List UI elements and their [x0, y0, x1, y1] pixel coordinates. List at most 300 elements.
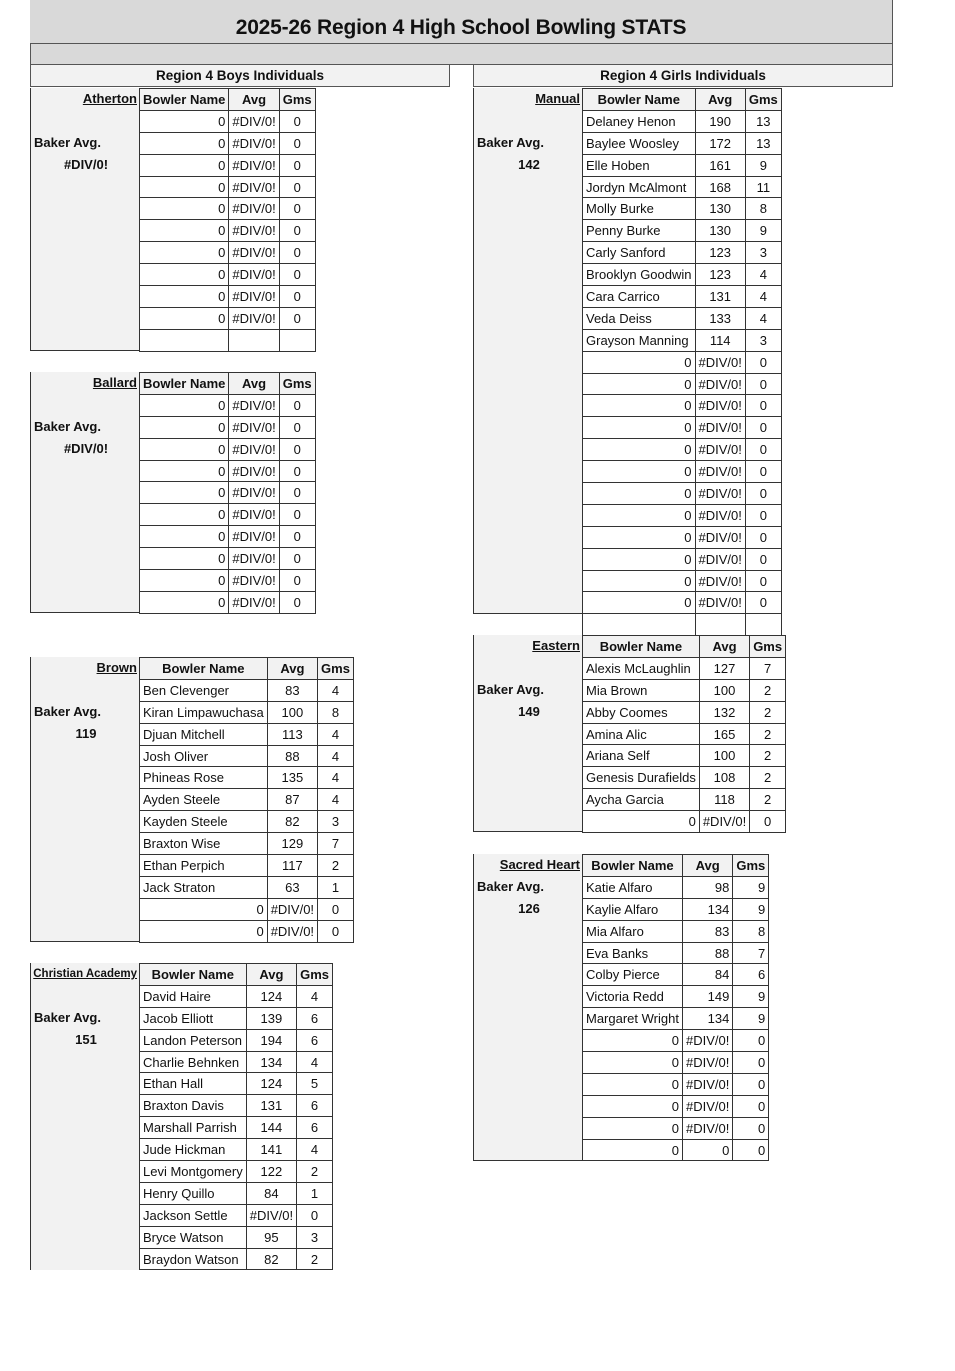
games-cell[interactable]: 6 — [297, 1029, 333, 1051]
avg-cell[interactable]: 88 — [267, 745, 317, 767]
games-cell[interactable]: 0 — [745, 439, 781, 461]
bowler-name-cell[interactable] — [140, 329, 229, 351]
games-cell[interactable]: 6 — [733, 964, 769, 986]
bowler-name-cell[interactable]: 0 — [140, 920, 268, 942]
games-cell[interactable]: 0 — [745, 504, 781, 526]
games-cell[interactable]: 3 — [318, 811, 354, 833]
table-row — [140, 745, 354, 767]
games-cell[interactable]: 0 — [279, 416, 315, 438]
bowler-name-cell[interactable]: Brooklyn Goodwin — [583, 264, 696, 286]
games-cell[interactable]: 4 — [318, 679, 354, 701]
games-cell[interactable]: 0 — [279, 286, 315, 308]
games-cell[interactable]: 0 — [279, 132, 315, 154]
games-cell[interactable]: 0 — [745, 373, 781, 395]
avg-cell[interactable]: #DIV/0! — [695, 504, 745, 526]
avg-cell[interactable]: 194 — [246, 1029, 296, 1051]
avg-cell[interactable]: #DIV/0! — [267, 920, 317, 942]
bowler-name-cell[interactable]: 0 — [140, 482, 229, 504]
bowler-name-cell[interactable]: 0 — [140, 286, 229, 308]
bowler-name-cell[interactable]: Braxton Davis — [140, 1095, 247, 1117]
bowler-name-cell[interactable]: 0 — [583, 439, 696, 461]
bowler-name-cell[interactable]: 0 — [583, 548, 696, 570]
avg-cell[interactable]: 139 — [246, 1007, 296, 1029]
games-cell[interactable]: 0 — [318, 920, 354, 942]
games-cell[interactable]: 0 — [745, 395, 781, 417]
games-cell[interactable]: 3 — [745, 242, 781, 264]
bowler-name-cell[interactable]: Jacob Elliott — [140, 1007, 247, 1029]
bowler-name-cell[interactable]: 0 — [583, 1095, 683, 1117]
bowler-name-cell[interactable]: 0 — [583, 417, 696, 439]
avg-cell[interactable]: 134 — [682, 898, 732, 920]
games-cell[interactable]: 1 — [318, 876, 354, 898]
avg-cell[interactable]: #DIV/0! — [229, 526, 279, 548]
table-row — [583, 898, 769, 920]
bowler-name-cell[interactable]: Veda Deiss — [583, 307, 696, 329]
bowler-name-cell[interactable]: Alexis McLaughlin — [583, 657, 700, 679]
avg-cell[interactable]: #DIV/0! — [695, 417, 745, 439]
avg-cell[interactable]: #DIV/0! — [229, 176, 279, 198]
games-cell[interactable]: 2 — [750, 701, 786, 723]
bowler-name-cell[interactable]: 0 — [583, 1030, 683, 1052]
games-cell[interactable]: 7 — [733, 942, 769, 964]
games-cell[interactable]: 0 — [745, 570, 781, 592]
games-cell[interactable]: 0 — [279, 176, 315, 198]
bowler-name-cell[interactable]: David Haire — [140, 985, 247, 1007]
team-sidebar — [30, 88, 139, 351]
bowler-name-cell[interactable]: 0 — [583, 351, 696, 373]
bowler-name-cell[interactable]: Kiran Limpawuchasa — [140, 701, 268, 723]
bowler-name-cell[interactable]: Abby Coomes — [583, 701, 700, 723]
bowler-name-cell[interactable]: Jackson Settle — [140, 1204, 247, 1226]
table-row — [583, 811, 786, 833]
games-cell[interactable]: 9 — [733, 898, 769, 920]
bowler-name-cell[interactable]: 0 — [140, 132, 229, 154]
games-cell[interactable]: 3 — [297, 1226, 333, 1248]
avg-cell[interactable]: 134 — [682, 1008, 732, 1030]
avg-cell[interactable]: 82 — [246, 1248, 296, 1270]
avg-cell[interactable]: 87 — [267, 789, 317, 811]
games-cell[interactable]: 0 — [733, 1117, 769, 1139]
bowler-name-cell[interactable]: Elle Hoben — [583, 154, 696, 176]
avg-cell[interactable]: #DIV/0! — [695, 461, 745, 483]
games-cell[interactable]: 0 — [279, 504, 315, 526]
col-header-gms: Gms — [318, 658, 354, 680]
sheet-title-bar — [30, 0, 893, 44]
avg-cell[interactable]: #DIV/0! — [695, 548, 745, 570]
bowler-name-cell[interactable]: 0 — [140, 220, 229, 242]
avg-cell[interactable]: 133 — [695, 307, 745, 329]
bowler-name-cell[interactable]: 0 — [583, 811, 700, 833]
games-cell[interactable]: 0 — [318, 898, 354, 920]
bowler-name-cell[interactable]: Colby Pierce — [583, 964, 683, 986]
avg-cell[interactable]: 141 — [246, 1139, 296, 1161]
avg-cell[interactable]: #DIV/0! — [229, 264, 279, 286]
avg-cell[interactable]: #DIV/0! — [229, 132, 279, 154]
games-cell[interactable]: 0 — [733, 1052, 769, 1074]
avg-cell[interactable]: 118 — [699, 789, 749, 811]
avg-cell[interactable]: #DIV/0! — [695, 592, 745, 614]
games-cell[interactable]: 0 — [733, 1030, 769, 1052]
bowler-name-cell[interactable]: 0 — [140, 591, 229, 613]
table-row — [583, 942, 769, 964]
bowler-name-cell[interactable]: 0 — [583, 592, 696, 614]
games-cell[interactable]: 11 — [745, 176, 781, 198]
avg-cell[interactable]: 123 — [695, 242, 745, 264]
bowler-name-cell[interactable]: Bryce Watson — [140, 1226, 247, 1248]
avg-cell[interactable]: #DIV/0! — [695, 373, 745, 395]
avg-cell[interactable]: #DIV/0! — [682, 1073, 732, 1095]
bowler-name-cell[interactable]: 0 — [583, 1052, 683, 1074]
games-cell[interactable]: 6 — [297, 1095, 333, 1117]
avg-cell[interactable]: 113 — [267, 723, 317, 745]
avg-cell[interactable]: #DIV/0! — [229, 548, 279, 570]
bowler-name-cell[interactable]: Ethan Perpich — [140, 855, 268, 877]
bowler-name-cell[interactable]: 0 — [583, 504, 696, 526]
avg-cell[interactable]: 114 — [695, 329, 745, 351]
games-cell[interactable]: 0 — [279, 242, 315, 264]
games-cell[interactable]: 8 — [745, 198, 781, 220]
bowler-name-cell[interactable]: 0 — [140, 242, 229, 264]
table-row — [583, 439, 782, 461]
table-row — [583, 504, 782, 526]
avg-cell[interactable]: #DIV/0! — [229, 438, 279, 460]
bowler-name-cell[interactable]: Baylee Woosley — [583, 132, 696, 154]
games-cell[interactable]: 0 — [745, 483, 781, 505]
baker-avg-value: #DIV/0! — [63, 156, 109, 172]
bowler-name-cell[interactable]: Amina Alic — [583, 723, 700, 745]
games-cell[interactable]: 8 — [733, 920, 769, 942]
bowler-name-cell[interactable]: 0 — [140, 898, 268, 920]
games-cell[interactable]: 0 — [745, 592, 781, 614]
games-cell[interactable]: 6 — [297, 1117, 333, 1139]
bowler-name-cell[interactable]: Cara Carrico — [583, 286, 696, 308]
bowler-name-cell[interactable]: Ethan Hall — [140, 1073, 247, 1095]
avg-cell[interactable]: #DIV/0! — [695, 439, 745, 461]
games-cell[interactable]: 13 — [745, 110, 781, 132]
avg-cell[interactable]: 88 — [682, 942, 732, 964]
games-cell[interactable]: 0 — [279, 220, 315, 242]
games-cell[interactable] — [745, 614, 781, 636]
avg-cell[interactable]: 129 — [267, 833, 317, 855]
bowler-name-cell[interactable]: 0 — [583, 1117, 683, 1139]
games-cell[interactable]: 4 — [745, 264, 781, 286]
avg-cell[interactable]: #DIV/0! — [699, 811, 749, 833]
bowler-name-cell[interactable]: 0 — [583, 395, 696, 417]
bowler-name-cell[interactable]: Jordyn McAlmont — [583, 176, 696, 198]
avg-cell[interactable]: #DIV/0! — [229, 198, 279, 220]
bowler-name-cell[interactable]: Djuan Mitchell — [140, 723, 268, 745]
bowler-name-cell[interactable]: 0 — [140, 526, 229, 548]
bowler-name-cell[interactable]: Braydon Watson — [140, 1248, 247, 1270]
games-cell[interactable]: 2 — [750, 767, 786, 789]
bowler-name-cell[interactable]: Kaylie Alfaro — [583, 898, 683, 920]
col-header-avg: Avg — [267, 658, 317, 680]
bowler-name-cell[interactable]: Jack Straton — [140, 876, 268, 898]
bowler-name-cell[interactable]: 0 — [140, 416, 229, 438]
avg-cell[interactable]: 168 — [695, 176, 745, 198]
games-cell[interactable]: 0 — [279, 198, 315, 220]
games-cell[interactable]: 2 — [750, 789, 786, 811]
games-cell[interactable]: 0 — [745, 461, 781, 483]
avg-cell[interactable]: 132 — [699, 701, 749, 723]
games-cell[interactable]: 2 — [750, 745, 786, 767]
games-cell[interactable]: 0 — [279, 591, 315, 613]
avg-cell[interactable]: 100 — [699, 679, 749, 701]
games-cell[interactable]: 4 — [318, 767, 354, 789]
avg-cell[interactable]: 130 — [695, 220, 745, 242]
avg-cell[interactable]: 108 — [699, 767, 749, 789]
bowler-name-cell[interactable]: Phineas Rose — [140, 767, 268, 789]
avg-cell[interactable]: #DIV/0! — [682, 1117, 732, 1139]
games-cell[interactable]: 2 — [750, 679, 786, 701]
games-cell[interactable] — [279, 329, 315, 351]
avg-cell[interactable]: 131 — [246, 1095, 296, 1117]
games-cell[interactable]: 4 — [745, 307, 781, 329]
avg-cell[interactable]: 144 — [246, 1117, 296, 1139]
games-cell[interactable]: 0 — [279, 548, 315, 570]
games-cell[interactable]: 0 — [745, 548, 781, 570]
avg-cell[interactable]: 83 — [682, 920, 732, 942]
bowler-name-cell[interactable]: Aycha Garcia — [583, 789, 700, 811]
games-cell[interactable]: 8 — [318, 701, 354, 723]
avg-cell[interactable] — [695, 614, 745, 636]
bowler-name-cell[interactable]: 0 — [583, 461, 696, 483]
bowler-name-cell[interactable]: Kayden Steele — [140, 811, 268, 833]
games-cell[interactable]: 0 — [279, 307, 315, 329]
avg-cell[interactable]: 124 — [246, 985, 296, 1007]
avg-cell[interactable]: 134 — [246, 1051, 296, 1073]
avg-cell[interactable]: 161 — [695, 154, 745, 176]
games-cell[interactable]: 0 — [745, 417, 781, 439]
bowler-name-cell[interactable]: Marshall Parrish — [140, 1117, 247, 1139]
games-cell[interactable]: 9 — [733, 876, 769, 898]
bowler-name-cell[interactable]: 0 — [583, 526, 696, 548]
avg-cell[interactable]: 135 — [267, 767, 317, 789]
avg-cell[interactable]: #DIV/0! — [229, 416, 279, 438]
games-cell[interactable]: 6 — [297, 1007, 333, 1029]
table-row — [140, 394, 316, 416]
avg-cell[interactable]: #DIV/0! — [229, 504, 279, 526]
avg-cell[interactable]: 123 — [695, 264, 745, 286]
avg-cell[interactable]: 63 — [267, 876, 317, 898]
bowler-name-cell[interactable]: 0 — [583, 570, 696, 592]
games-cell[interactable]: 9 — [733, 986, 769, 1008]
bowler-name-cell[interactable]: Molly Burke — [583, 198, 696, 220]
games-cell[interactable]: 9 — [745, 154, 781, 176]
games-cell[interactable]: 1 — [297, 1182, 333, 1204]
bowler-name-cell[interactable]: Genesis Durafields — [583, 767, 700, 789]
avg-cell[interactable]: 172 — [695, 132, 745, 154]
bowler-name-cell[interactable]: Landon Peterson — [140, 1029, 247, 1051]
games-cell[interactable]: 0 — [733, 1073, 769, 1095]
avg-cell[interactable]: 83 — [267, 679, 317, 701]
bowler-name-cell[interactable]: Josh Oliver — [140, 745, 268, 767]
baker-avg-label: Baker Avg. — [34, 418, 101, 434]
avg-cell[interactable]: #DIV/0! — [267, 898, 317, 920]
avg-cell[interactable]: 84 — [246, 1182, 296, 1204]
avg-cell[interactable]: 165 — [699, 723, 749, 745]
bowler-name-cell[interactable]: 0 — [140, 460, 229, 482]
bowler-name-cell[interactable]: Carly Sanford — [583, 242, 696, 264]
games-cell[interactable]: 0 — [279, 154, 315, 176]
avg-cell[interactable]: #DIV/0! — [229, 591, 279, 613]
games-cell[interactable]: 4 — [318, 745, 354, 767]
games-cell[interactable]: 13 — [745, 132, 781, 154]
games-cell[interactable]: 4 — [318, 723, 354, 745]
games-cell[interactable]: 0 — [279, 460, 315, 482]
games-cell[interactable]: 0 — [745, 351, 781, 373]
avg-cell[interactable]: 190 — [695, 110, 745, 132]
games-cell[interactable]: 0 — [297, 1204, 333, 1226]
games-cell[interactable]: 0 — [733, 1095, 769, 1117]
games-cell[interactable]: 7 — [318, 833, 354, 855]
avg-cell[interactable]: 100 — [267, 701, 317, 723]
table-row — [140, 1095, 333, 1117]
avg-cell[interactable]: 124 — [246, 1073, 296, 1095]
bowler-name-cell[interactable]: 0 — [583, 483, 696, 505]
bowler-name-cell[interactable]: Grayson Manning — [583, 329, 696, 351]
bowler-name-cell[interactable]: 0 — [583, 1139, 683, 1161]
girls-section-title: Region 4 Girls Individuals — [600, 68, 766, 83]
games-cell[interactable]: 0 — [279, 570, 315, 592]
bowler-name-cell[interactable]: Delaney Henon — [583, 110, 696, 132]
games-cell[interactable]: 5 — [297, 1073, 333, 1095]
bowler-name-cell[interactable]: Levi Montgomery — [140, 1161, 247, 1183]
team-name: Eastern — [532, 638, 580, 653]
avg-cell[interactable]: #DIV/0! — [695, 526, 745, 548]
games-cell[interactable]: 9 — [733, 1008, 769, 1030]
bowler-name-cell[interactable]: 0 — [140, 570, 229, 592]
table-row — [583, 767, 786, 789]
bowler-name-cell[interactable]: Penny Burke — [583, 220, 696, 242]
avg-cell[interactable]: #DIV/0! — [229, 220, 279, 242]
bowler-name-cell[interactable]: Eva Banks — [583, 942, 683, 964]
games-cell[interactable]: 2 — [297, 1248, 333, 1270]
table-row — [583, 1030, 769, 1052]
games-cell[interactable]: 2 — [297, 1161, 333, 1183]
table-row — [583, 1008, 769, 1030]
bowler-name-cell[interactable]: 0 — [140, 264, 229, 286]
games-cell[interactable]: 4 — [297, 985, 333, 1007]
games-cell[interactable]: 4 — [745, 286, 781, 308]
games-cell[interactable]: 0 — [279, 438, 315, 460]
bowler-name-cell[interactable]: Charlie Behnken — [140, 1051, 247, 1073]
avg-cell[interactable]: #DIV/0! — [229, 394, 279, 416]
games-cell[interactable]: 2 — [318, 855, 354, 877]
avg-cell[interactable]: #DIV/0! — [682, 1052, 732, 1074]
bowler-name-cell[interactable]: 0 — [140, 154, 229, 176]
avg-cell[interactable]: #DIV/0! — [229, 460, 279, 482]
games-cell[interactable]: 3 — [745, 329, 781, 351]
avg-cell[interactable]: 84 — [682, 964, 732, 986]
avg-cell[interactable]: 127 — [699, 657, 749, 679]
bowler-name-cell[interactable]: 0 — [140, 394, 229, 416]
games-cell[interactable]: 0 — [750, 811, 786, 833]
bowler-name-cell[interactable]: Ben Clevenger — [140, 679, 268, 701]
avg-cell[interactable]: #DIV/0! — [229, 286, 279, 308]
avg-cell[interactable]: #DIV/0! — [695, 483, 745, 505]
bowler-name-cell[interactable]: Victoria Redd — [583, 986, 683, 1008]
avg-cell[interactable]: 117 — [267, 855, 317, 877]
bowler-name-cell[interactable]: Mia Alfaro — [583, 920, 683, 942]
bowler-name-cell[interactable]: Henry Quillo — [140, 1182, 247, 1204]
avg-cell[interactable]: #DIV/0! — [229, 482, 279, 504]
games-cell[interactable]: 7 — [750, 657, 786, 679]
avg-cell[interactable]: 122 — [246, 1161, 296, 1183]
games-cell[interactable]: 9 — [745, 220, 781, 242]
bowler-name-cell[interactable] — [583, 614, 696, 636]
games-cell[interactable]: 0 — [279, 264, 315, 286]
avg-cell[interactable]: 82 — [267, 811, 317, 833]
avg-cell[interactable]: #DIV/0! — [229, 307, 279, 329]
games-cell[interactable]: 4 — [297, 1051, 333, 1073]
bowler-name-cell[interactable]: 0 — [140, 176, 229, 198]
avg-cell[interactable]: 130 — [695, 198, 745, 220]
games-cell[interactable]: 0 — [279, 394, 315, 416]
avg-cell[interactable]: #DIV/0! — [229, 242, 279, 264]
avg-cell[interactable] — [229, 329, 279, 351]
avg-cell[interactable]: #DIV/0! — [695, 351, 745, 373]
avg-cell[interactable]: 131 — [695, 286, 745, 308]
table-row — [583, 461, 782, 483]
table-row — [140, 329, 316, 351]
avg-cell[interactable]: 100 — [699, 745, 749, 767]
games-cell[interactable]: 0 — [733, 1139, 769, 1161]
table-row — [140, 920, 354, 942]
bowler-name-cell[interactable]: Braxton Wise — [140, 833, 268, 855]
avg-cell[interactable]: 98 — [682, 876, 732, 898]
table-row — [140, 438, 316, 460]
avg-cell[interactable]: #DIV/0! — [682, 1095, 732, 1117]
avg-cell[interactable]: #DIV/0! — [229, 154, 279, 176]
bowler-name-cell[interactable]: Jude Hickman — [140, 1139, 247, 1161]
games-cell[interactable]: 0 — [279, 110, 315, 132]
table-row — [583, 1139, 769, 1161]
bowler-name-cell[interactable]: 0 — [140, 504, 229, 526]
bowler-name-cell[interactable]: 0 — [140, 548, 229, 570]
avg-cell[interactable]: 149 — [682, 986, 732, 1008]
team-sidebar — [30, 963, 139, 1270]
avg-cell[interactable]: #DIV/0! — [246, 1204, 296, 1226]
bowler-name-cell[interactable]: 0 — [140, 198, 229, 220]
baker-avg-value: 119 — [75, 725, 97, 741]
bowler-name-cell[interactable]: Mia Brown — [583, 679, 700, 701]
bowler-name-cell[interactable]: 0 — [583, 373, 696, 395]
bowler-name-cell[interactable]: 0 — [140, 438, 229, 460]
games-cell[interactable]: 4 — [297, 1139, 333, 1161]
games-cell[interactable]: 4 — [318, 789, 354, 811]
table-row — [583, 417, 782, 439]
bowler-name-cell[interactable]: 0 — [583, 1073, 683, 1095]
games-cell[interactable]: 0 — [279, 526, 315, 548]
bowler-name-cell[interactable]: 0 — [140, 307, 229, 329]
avg-cell[interactable]: 95 — [246, 1226, 296, 1248]
bowler-name-cell[interactable]: Katie Alfaro — [583, 876, 683, 898]
bowler-name-cell[interactable]: Margaret Wright — [583, 1008, 683, 1030]
bowler-name-cell[interactable]: Ariana Self — [583, 745, 700, 767]
avg-cell[interactable]: #DIV/0! — [229, 110, 279, 132]
bowler-name-cell[interactable]: 0 — [140, 110, 229, 132]
bowler-name-cell[interactable]: Ayden Steele — [140, 789, 268, 811]
games-cell[interactable]: 2 — [750, 723, 786, 745]
avg-cell[interactable]: 0 — [682, 1139, 732, 1161]
games-cell[interactable]: 0 — [279, 482, 315, 504]
games-cell[interactable]: 0 — [745, 526, 781, 548]
avg-cell[interactable]: #DIV/0! — [695, 570, 745, 592]
avg-cell[interactable]: #DIV/0! — [695, 395, 745, 417]
avg-cell[interactable]: #DIV/0! — [682, 1030, 732, 1052]
avg-cell[interactable]: #DIV/0! — [229, 570, 279, 592]
